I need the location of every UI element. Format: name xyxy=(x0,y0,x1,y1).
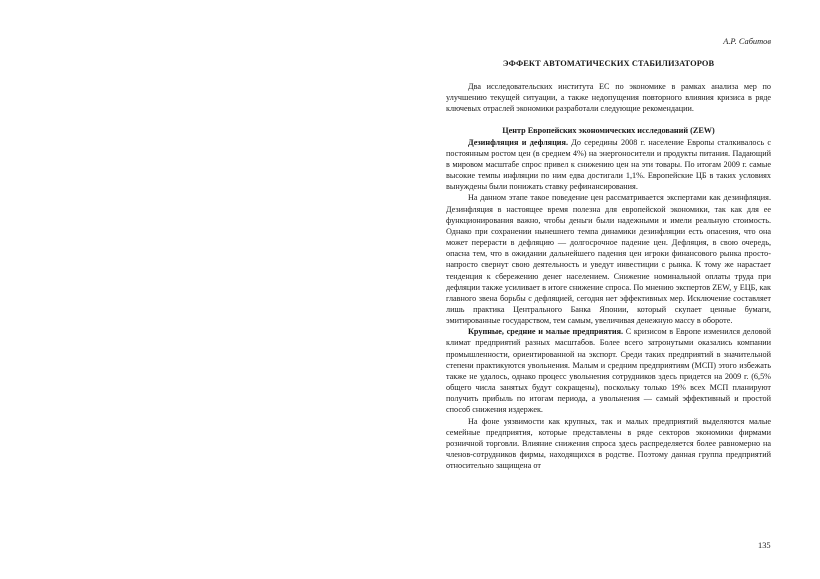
running-head: А.Р. Сабитов xyxy=(723,37,771,46)
paragraph-text-enterprises: С кризисом в Европе изменился деловой климат предприятий разных масштабов. Более всего затронутыми оказались компании промышленности, ориентированной на экспорт. Среди таких предприятий в значительной степени практикуются увольнения. Малым и средним предприятиям (МСП) этого избежать также не удалось, однако процесс увольнения сотрудников здесь придется на 2009 г. (6,5% общего числа занятых будут сокращены), поскольку только 19% всех МСП планируют получить прибыль по итогам периода, а увольнения — самый эффективный и простой способ снижения издержек. xyxy=(446,327,771,415)
paragraph-enterprises xyxy=(446,326,771,415)
section-heading: Центр Европейских экономических исследований (ZEW) xyxy=(502,126,715,136)
intro-paragraph: Два исследовательских института ЕС по экономике в рамках анализа мер по улучшению текущей ситуации, а также недопущения повторного влияния кризиса в ряде ключевых отраслей экономики разработали следующие рекомендации. xyxy=(446,82,771,114)
paragraph-deflation xyxy=(446,137,771,193)
book-page xyxy=(446,36,771,471)
paragraph-disinflation: На данном этапе такое поведение цен рассматривается экспертами как дезинфляция. Дезинфляция в настоящее время полезна для европейской экономики, так как для ее функционирования важно, чтобы деньги были надежными и имели реальную стоимость. Однако при сохранении нынешнего темпа динамики дезинфляции есть опасения, что она может перерасти в дефляцию — долгосрочное падение цен. Дефляция, в свою очередь, опасна тем, что в ожидании дальнейшего падения цен игроки финансового рынка просто-напросто свернут свою деятельность и уведут инвестиции с рынка. К тому же нарастает тенденция к сбережению денег населением. Снижение номинальной оплаты труда при дефляции также усиливает в итоге снижение спроса. По мнению экспертов ZEW, у ЕЦБ, как главного звена борьбы с дефляцией, сегодня нет эффективных мер. Исключение составляет лишь практика Центрального Банка Японии, который скупает ценные бумаги, эмитированные государством, тем самым, увеличивая денежную массу в обороте. xyxy=(446,193,771,326)
page-number: 135 xyxy=(758,541,771,550)
paragraph-heading-deflation: Дезинфляция и дефляция. xyxy=(468,137,569,147)
article-title: ЭФФЕКТ АВТОМАТИЧЕСКИХ СТАБИЛИЗАТОРОВ xyxy=(502,59,715,68)
paragraph-text-deflation: До середины 2008 г. население Европы сталкивалось с постоянным ростом цен (в среднем 4%) на энергоносители и продукты питания. Падающий в мировом масштабе спрос привел к снижению цен на эти товары. По итогам 2009 г. самые высокие темпы инфляции по ним едва достигали 1,1%. Европейские ЦБ в таких условиях вынуждены были понижать ставку рефинансирования. xyxy=(446,137,772,192)
paragraph-heading-enterprises: Крупные, средние и малые предприятия. xyxy=(468,327,624,337)
paragraph-family-firms: На фоне уязвимости как крупных, так и малых предприятий выделяются малые семейные предприятия, которые представлены в ряде секторов экономики фирмами розничной торговли. Влияние снижения спроса здесь распределяется более равномерно на членов-сотрудников фирмы, находящихся в родстве. Поэтому данная группа предприятий относительно защищена от xyxy=(446,416,771,471)
